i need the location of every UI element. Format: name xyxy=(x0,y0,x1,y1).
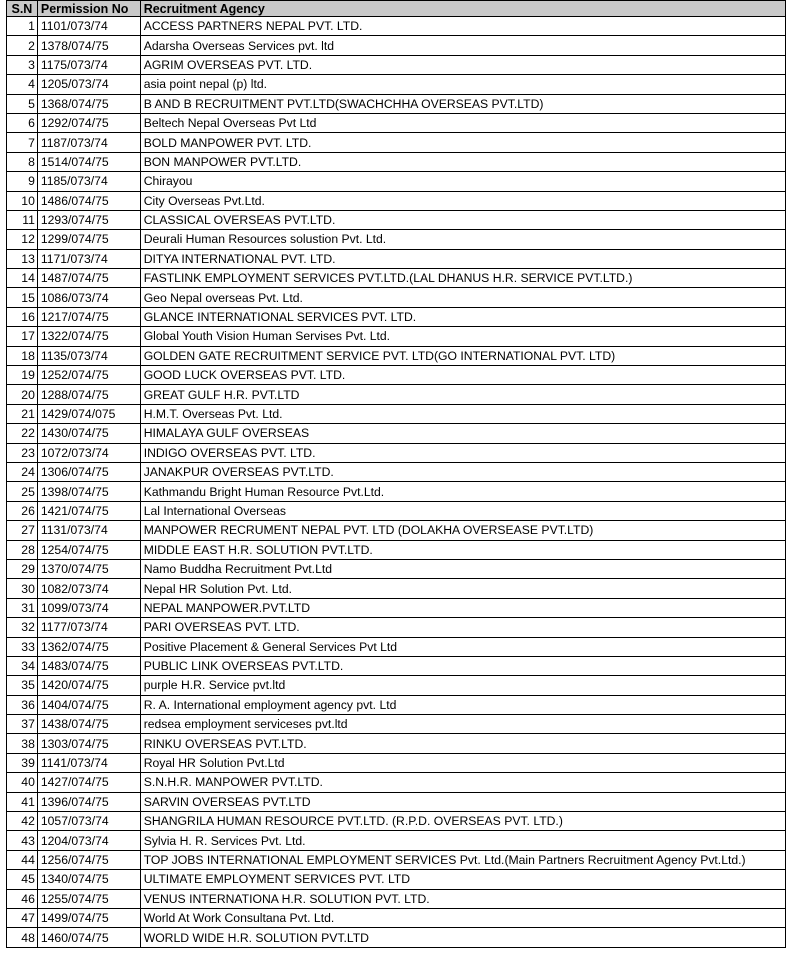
table-row xyxy=(7,618,786,637)
agency-name-cell: SHANGRILA HUMAN RESOURCE PVT.LTD. (R.P.D. OVERSEAS PVT. LTD.) xyxy=(140,812,785,831)
sn-cell: 46 xyxy=(7,889,38,908)
permission-no-cell: 1378/074/75 xyxy=(37,36,140,55)
table-row xyxy=(7,288,786,307)
sn-cell: 41 xyxy=(7,792,38,811)
table-row xyxy=(7,385,786,404)
agency-name-cell: Global Youth Vision Human Servises Pvt. Ltd. xyxy=(140,327,785,346)
table-row xyxy=(7,695,786,714)
agency-name-cell: World At Work Consultana Pvt. Ltd. xyxy=(140,908,785,927)
agency-name-cell: H.M.T. Overseas Pvt. Ltd. xyxy=(140,404,785,423)
permission-no-cell: 1131/073/74 xyxy=(37,521,140,540)
table-row xyxy=(7,55,786,74)
table-row xyxy=(7,676,786,695)
agency-name-cell: MANPOWER RECRUMENT NEPAL PVT. LTD (DOLAKHA OVERSEASE PVT.LTD) xyxy=(140,521,785,540)
table-row xyxy=(7,424,786,443)
permission-no-cell: 1135/073/74 xyxy=(37,346,140,365)
agency-name-cell: asia point nepal (p) ltd. xyxy=(140,75,785,94)
sn-cell: 26 xyxy=(7,501,38,520)
sn-cell: 1 xyxy=(7,17,38,36)
agency-name-cell: CLASSICAL OVERSEAS PVT.LTD. xyxy=(140,210,785,229)
sn-cell: 20 xyxy=(7,385,38,404)
agency-name-cell: AGRIM OVERSEAS PVT. LTD. xyxy=(140,55,785,74)
table-row xyxy=(7,191,786,210)
sn-cell: 24 xyxy=(7,462,38,481)
sn-cell: 34 xyxy=(7,656,38,675)
table-row xyxy=(7,346,786,365)
permission-no-cell: 1499/074/75 xyxy=(37,908,140,927)
agency-name-cell: PUBLIC LINK OVERSEAS PVT.LTD. xyxy=(140,656,785,675)
agency-name-cell: GREAT GULF H.R. PVT.LTD xyxy=(140,385,785,404)
permission-no-cell: 1256/074/75 xyxy=(37,850,140,869)
table-row xyxy=(7,637,786,656)
sn-cell: 18 xyxy=(7,346,38,365)
sn-cell: 48 xyxy=(7,928,38,947)
sn-cell: 8 xyxy=(7,152,38,171)
permission-no-cell: 1187/073/74 xyxy=(37,133,140,152)
table-row xyxy=(7,113,786,132)
agency-name-cell: S.N.H.R. MANPOWER PVT.LTD. xyxy=(140,773,785,792)
sn-cell: 9 xyxy=(7,172,38,191)
permission-no-cell: 1486/074/75 xyxy=(37,191,140,210)
sn-cell: 29 xyxy=(7,559,38,578)
agency-name-cell: R. A. International employment agency pvt. Ltd xyxy=(140,695,785,714)
permission-no-cell: 1438/074/75 xyxy=(37,715,140,734)
table-row xyxy=(7,366,786,385)
permission-no-cell: 1430/074/75 xyxy=(37,424,140,443)
header-permission-no: Permission No xyxy=(37,1,140,17)
sn-cell: 15 xyxy=(7,288,38,307)
agency-name-cell: B AND B RECRUITMENT PVT.LTD(SWACHCHHA OVERSEAS PVT.LTD) xyxy=(140,94,785,113)
agency-name-cell: purple H.R. Service pvt.ltd xyxy=(140,676,785,695)
permission-no-cell: 1396/074/75 xyxy=(37,792,140,811)
table-row xyxy=(7,404,786,423)
permission-no-cell: 1303/074/75 xyxy=(37,734,140,753)
agency-name-cell: ULTIMATE EMPLOYMENT SERVICES PVT. LTD xyxy=(140,870,785,889)
table-row xyxy=(7,715,786,734)
agency-name-cell: Adarsha Overseas Services pvt. ltd xyxy=(140,36,785,55)
table-row xyxy=(7,773,786,792)
sn-cell: 32 xyxy=(7,618,38,637)
table-row xyxy=(7,598,786,617)
table-row xyxy=(7,462,786,481)
sn-cell: 47 xyxy=(7,908,38,927)
sn-cell: 2 xyxy=(7,36,38,55)
agency-name-cell: VENUS INTERNATIONA H.R. SOLUTION PVT. LTD. xyxy=(140,889,785,908)
permission-no-cell: 1177/073/74 xyxy=(37,618,140,637)
sn-cell: 28 xyxy=(7,540,38,559)
permission-no-cell: 1404/074/75 xyxy=(37,695,140,714)
agency-name-cell: Sylvia H. R. Services Pvt. Ltd. xyxy=(140,831,785,850)
header-sn: S.N xyxy=(7,1,38,17)
permission-no-cell: 1460/074/75 xyxy=(37,928,140,947)
permission-no-cell: 1362/074/75 xyxy=(37,637,140,656)
header-recruitment-agency: Recruitment Agency xyxy=(140,1,785,17)
sn-cell: 27 xyxy=(7,521,38,540)
permission-no-cell: 1141/073/74 xyxy=(37,753,140,772)
sn-cell: 38 xyxy=(7,734,38,753)
table-row xyxy=(7,501,786,520)
permission-no-cell: 1217/074/75 xyxy=(37,307,140,326)
permission-no-cell: 1398/074/75 xyxy=(37,482,140,501)
sn-cell: 35 xyxy=(7,676,38,695)
sn-cell: 4 xyxy=(7,75,38,94)
table-row xyxy=(7,908,786,927)
sn-cell: 21 xyxy=(7,404,38,423)
table-row xyxy=(7,559,786,578)
agency-name-cell: Beltech Nepal Overseas Pvt Ltd xyxy=(140,113,785,132)
table-row xyxy=(7,210,786,229)
agency-name-cell: ACCESS PARTNERS NEPAL PVT. LTD. xyxy=(140,17,785,36)
permission-no-cell: 1175/073/74 xyxy=(37,55,140,74)
permission-no-cell: 1072/073/74 xyxy=(37,443,140,462)
sn-cell: 22 xyxy=(7,424,38,443)
header-row xyxy=(7,1,786,17)
agency-name-cell: Geo Nepal overseas Pvt. Ltd. xyxy=(140,288,785,307)
agency-name-cell: Kathmandu Bright Human Resource Pvt.Ltd. xyxy=(140,482,785,501)
agency-name-cell: PARI OVERSEAS PVT. LTD. xyxy=(140,618,785,637)
sn-cell: 5 xyxy=(7,94,38,113)
table-row xyxy=(7,133,786,152)
sn-cell: 36 xyxy=(7,695,38,714)
permission-no-cell: 1368/074/75 xyxy=(37,94,140,113)
table-row xyxy=(7,734,786,753)
table-row xyxy=(7,579,786,598)
sn-cell: 12 xyxy=(7,230,38,249)
sn-cell: 25 xyxy=(7,482,38,501)
sn-cell: 11 xyxy=(7,210,38,229)
sn-cell: 10 xyxy=(7,191,38,210)
permission-no-cell: 1185/073/74 xyxy=(37,172,140,191)
permission-no-cell: 1299/074/75 xyxy=(37,230,140,249)
agency-name-cell: HIMALAYA GULF OVERSEAS xyxy=(140,424,785,443)
permission-no-cell: 1427/074/75 xyxy=(37,773,140,792)
agency-name-cell: Royal HR Solution Pvt.Ltd xyxy=(140,753,785,772)
permission-no-cell: 1514/074/75 xyxy=(37,152,140,171)
sn-cell: 16 xyxy=(7,307,38,326)
table-row xyxy=(7,831,786,850)
permission-no-cell: 1086/073/74 xyxy=(37,288,140,307)
table-row xyxy=(7,656,786,675)
sn-cell: 31 xyxy=(7,598,38,617)
table-row xyxy=(7,792,786,811)
agency-name-cell: SARVIN OVERSEAS PVT.LTD xyxy=(140,792,785,811)
agency-name-cell: MIDDLE EAST H.R. SOLUTION PVT.LTD. xyxy=(140,540,785,559)
table-row xyxy=(7,540,786,559)
table-row xyxy=(7,307,786,326)
sn-cell: 45 xyxy=(7,870,38,889)
permission-no-cell: 1421/074/75 xyxy=(37,501,140,520)
table-row xyxy=(7,889,786,908)
permission-no-cell: 1370/074/75 xyxy=(37,559,140,578)
table-body xyxy=(7,17,786,948)
agency-name-cell: BOLD MANPOWER PVT. LTD. xyxy=(140,133,785,152)
permission-no-cell: 1322/074/75 xyxy=(37,327,140,346)
permission-no-cell: 1171/073/74 xyxy=(37,249,140,268)
permission-no-cell: 1487/074/75 xyxy=(37,269,140,288)
table-row xyxy=(7,443,786,462)
permission-no-cell: 1306/074/75 xyxy=(37,462,140,481)
agency-name-cell: GOLDEN GATE RECRUITMENT SERVICE PVT. LTD(GO INTERNATIONAL PVT. LTD) xyxy=(140,346,785,365)
table-row xyxy=(7,172,786,191)
table-row xyxy=(7,327,786,346)
permission-no-cell: 1483/074/75 xyxy=(37,656,140,675)
permission-no-cell: 1420/074/75 xyxy=(37,676,140,695)
table-row xyxy=(7,928,786,947)
sn-cell: 7 xyxy=(7,133,38,152)
agency-name-cell: Deurali Human Resources solustion Pvt. Ltd. xyxy=(140,230,785,249)
table-row xyxy=(7,482,786,501)
sn-cell: 17 xyxy=(7,327,38,346)
agency-name-cell: BON MANPOWER PVT.LTD. xyxy=(140,152,785,171)
agency-name-cell: redsea employment serviceses pvt.ltd xyxy=(140,715,785,734)
permission-no-cell: 1255/074/75 xyxy=(37,889,140,908)
table-row xyxy=(7,36,786,55)
permission-no-cell: 1429/074/075 xyxy=(37,404,140,423)
table-row xyxy=(7,249,786,268)
permission-no-cell: 1340/074/75 xyxy=(37,870,140,889)
agency-name-cell: TOP JOBS INTERNATIONAL EMPLOYMENT SERVICES Pvt. Ltd.(Main Partners Recruitment Agency Pvt.Ltd.) xyxy=(140,850,785,869)
agency-name-cell: DITYA INTERNATIONAL PVT. LTD. xyxy=(140,249,785,268)
permission-no-cell: 1101/073/74 xyxy=(37,17,140,36)
table-row xyxy=(7,812,786,831)
permission-no-cell: 1288/074/75 xyxy=(37,385,140,404)
agency-name-cell: Chirayou xyxy=(140,172,785,191)
agency-name-cell: GOOD LUCK OVERSEAS PVT. LTD. xyxy=(140,366,785,385)
agency-name-cell: INDIGO OVERSEAS PVT. LTD. xyxy=(140,443,785,462)
permission-no-cell: 1204/073/74 xyxy=(37,831,140,850)
sn-cell: 37 xyxy=(7,715,38,734)
sn-cell: 3 xyxy=(7,55,38,74)
table-row xyxy=(7,75,786,94)
agency-name-cell: NEPAL MANPOWER.PVT.LTD xyxy=(140,598,785,617)
permission-no-cell: 1252/074/75 xyxy=(37,366,140,385)
sn-cell: 40 xyxy=(7,773,38,792)
agency-name-cell: WORLD WIDE H.R. SOLUTION PVT.LTD xyxy=(140,928,785,947)
permission-no-cell: 1254/074/75 xyxy=(37,540,140,559)
sn-cell: 42 xyxy=(7,812,38,831)
table-row xyxy=(7,269,786,288)
table-row xyxy=(7,152,786,171)
agency-name-cell: Nepal HR Solution Pvt. Ltd. xyxy=(140,579,785,598)
permission-no-cell: 1205/073/74 xyxy=(37,75,140,94)
sn-cell: 6 xyxy=(7,113,38,132)
permission-no-cell: 1293/074/75 xyxy=(37,210,140,229)
sn-cell: 19 xyxy=(7,366,38,385)
agency-name-cell: JANAKPUR OVERSEAS PVT.LTD. xyxy=(140,462,785,481)
table-row xyxy=(7,850,786,869)
agency-name-cell: Lal International Overseas xyxy=(140,501,785,520)
agency-name-cell: Positive Placement & General Services Pvt Ltd xyxy=(140,637,785,656)
permission-no-cell: 1292/074/75 xyxy=(37,113,140,132)
permission-no-cell: 1082/073/74 xyxy=(37,579,140,598)
permission-no-cell: 1057/073/74 xyxy=(37,812,140,831)
sn-cell: 44 xyxy=(7,850,38,869)
sn-cell: 13 xyxy=(7,249,38,268)
table-row xyxy=(7,870,786,889)
table-row xyxy=(7,94,786,113)
sn-cell: 23 xyxy=(7,443,38,462)
agency-name-cell: RINKU OVERSEAS PVT.LTD. xyxy=(140,734,785,753)
agency-name-cell: FASTLINK EMPLOYMENT SERVICES PVT.LTD.(LAL DHANUS H.R. SERVICE PVT.LTD.) xyxy=(140,269,785,288)
permission-no-cell: 1099/073/74 xyxy=(37,598,140,617)
sn-cell: 14 xyxy=(7,269,38,288)
recruitment-agency-table xyxy=(6,0,786,948)
table-row xyxy=(7,230,786,249)
agency-name-cell: Namo Buddha Recruitment Pvt.Ltd xyxy=(140,559,785,578)
table-row xyxy=(7,17,786,36)
table-row xyxy=(7,521,786,540)
sn-cell: 33 xyxy=(7,637,38,656)
sn-cell: 39 xyxy=(7,753,38,772)
agency-name-cell: GLANCE INTERNATIONAL SERVICES PVT. LTD. xyxy=(140,307,785,326)
agency-name-cell: City Overseas Pvt.Ltd. xyxy=(140,191,785,210)
table-row xyxy=(7,753,786,772)
sn-cell: 30 xyxy=(7,579,38,598)
sn-cell: 43 xyxy=(7,831,38,850)
